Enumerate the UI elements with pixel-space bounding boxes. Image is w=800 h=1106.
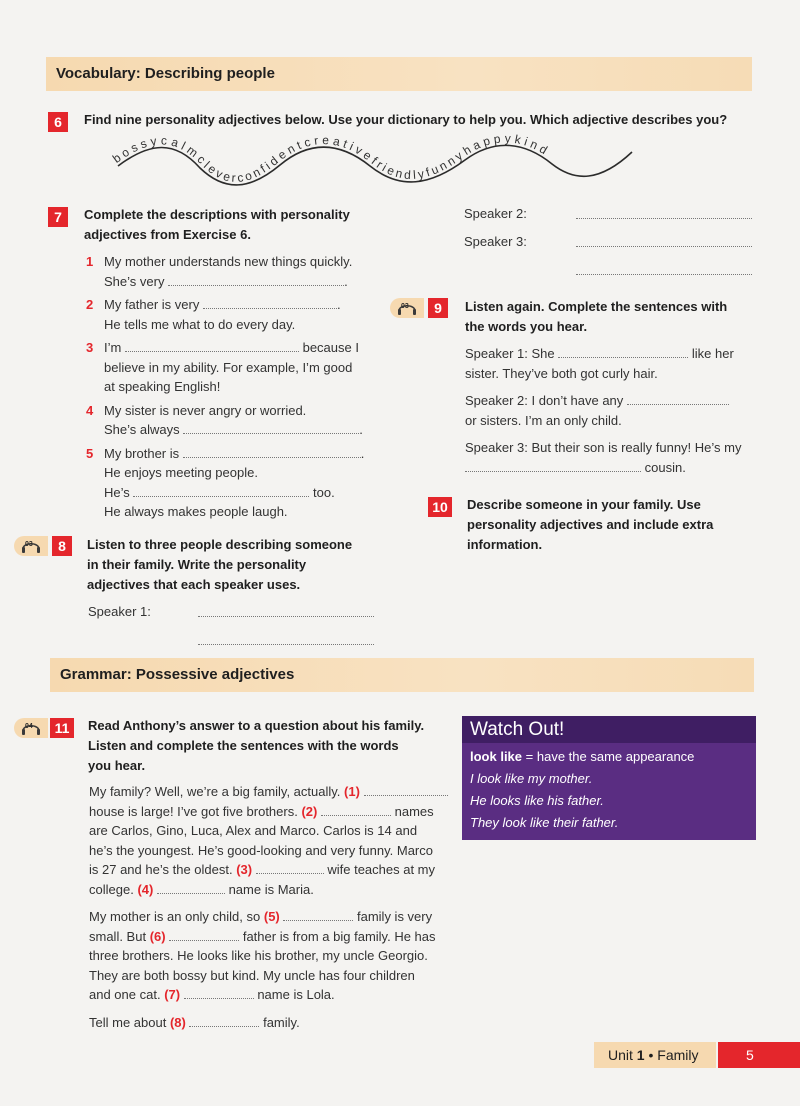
answer-gap[interactable] xyxy=(203,296,337,309)
exercise-9-instruction xyxy=(465,297,785,337)
instruction-line: Read Anthony’s answer to a question about his family. xyxy=(88,718,425,733)
instruction-line: Describe someone in your family. Use xyxy=(467,497,701,512)
item-4-line-2 xyxy=(86,420,386,440)
item-number: 4 xyxy=(86,402,94,418)
item-text: He always makes people laugh. xyxy=(104,504,288,519)
watch-out-box xyxy=(462,716,756,840)
item-text: believe in my ability. For example, I’m good xyxy=(104,359,353,375)
speaker-1-label: Speaker 1: xyxy=(88,604,151,619)
answer-gap[interactable] xyxy=(627,392,729,405)
exercise-11-text xyxy=(89,782,449,1032)
item-text: My mother understands new things quickly. xyxy=(104,254,353,269)
answer-gap[interactable] xyxy=(283,908,353,921)
sentence-3-line-2 xyxy=(465,458,765,478)
instruction-line: Listen again. Complete the sentences with xyxy=(465,299,728,314)
sentence-text: Speaker 3: But their son is really funny! He’s my xyxy=(465,440,742,455)
instruction-line: you hear. xyxy=(88,758,146,773)
speaker-1-answer-line-2[interactable] xyxy=(198,644,374,645)
item-number: 3 xyxy=(86,340,94,355)
item-text: . xyxy=(344,273,348,289)
exercise-10-number: 10 xyxy=(428,497,452,517)
sentence-1 xyxy=(465,344,765,364)
item-text: My brother is xyxy=(104,445,180,461)
instruction-line: personality adjectives and include extra xyxy=(467,517,714,532)
unit-title: Family xyxy=(657,1047,699,1063)
audio-track-number: 03 xyxy=(25,541,33,548)
answer-gap[interactable] xyxy=(256,861,324,874)
gap-number: (6) xyxy=(149,928,166,944)
item-text: . xyxy=(360,445,365,461)
svg-text:bossycalmcleverconfidentcreati xyxy=(110,131,550,185)
grammar-heading: Grammar: Possessive adjectives xyxy=(50,658,754,692)
gap-number: (4) xyxy=(137,881,154,897)
word-snake-text: bossycalmcleverconfidentcreativefriendlyfunnyhappykind xyxy=(109,131,551,185)
unit-number: 1 xyxy=(636,1047,645,1063)
instruction-line: adjectives from Exercise 6. xyxy=(84,227,251,242)
speaker-2-label: Speaker 2: xyxy=(464,206,527,221)
item-text: She’s very xyxy=(104,273,165,289)
text: college. xyxy=(89,881,134,897)
speaker-2-answer-line[interactable] xyxy=(576,218,752,219)
audio-track-number: 04 xyxy=(25,723,33,730)
item-text: . xyxy=(359,422,363,437)
exercise-7-instruction xyxy=(84,205,404,245)
audio-track-9[interactable] xyxy=(390,298,424,318)
exercise-11-number: 11 xyxy=(50,718,74,738)
sentence-text: Speaker 1: She xyxy=(465,346,555,361)
audio-track-number: 03 xyxy=(401,303,409,310)
gap-number: (1) xyxy=(344,784,360,799)
instruction-line: Listen and complete the sentences with the words xyxy=(88,738,399,753)
answer-gap[interactable] xyxy=(169,928,239,941)
item-text: My father is very xyxy=(104,297,200,312)
watch-out-body xyxy=(462,743,756,834)
sentence-text: or sisters. I’m an only child. xyxy=(465,412,622,428)
answer-gap[interactable] xyxy=(558,345,688,358)
gap-number: (3) xyxy=(236,862,253,877)
item-text: . xyxy=(336,297,341,312)
exercise-10-instruction xyxy=(467,495,767,555)
sentence-text: cousin. xyxy=(644,459,686,475)
watch-out-example: I look like my mother. xyxy=(470,771,593,786)
watch-out-term: look like xyxy=(470,749,523,764)
item-text: He tells me what to do every day. xyxy=(104,316,296,332)
text: names xyxy=(394,803,434,819)
gap-number: (2) xyxy=(301,803,318,819)
speaker-3-answer-line-2[interactable] xyxy=(576,274,752,275)
exercise-8-instruction xyxy=(87,535,407,595)
text: family is very xyxy=(357,909,433,924)
text: small. But xyxy=(89,928,147,944)
sentence-text: Speaker 2: I don’t have any xyxy=(465,393,624,408)
exercise-9-number: 9 xyxy=(428,298,448,318)
item-1-line-2 xyxy=(86,272,386,292)
answer-gap[interactable] xyxy=(168,273,344,286)
item-text: because I xyxy=(302,340,359,355)
audio-track-8[interactable] xyxy=(14,536,48,556)
exercise-7-number: 7 xyxy=(48,207,68,227)
item-text: too. xyxy=(313,484,335,500)
text: house is large! I’ve got five brothers. xyxy=(89,803,298,819)
exercise-7-items xyxy=(86,252,386,522)
footer-unit-label xyxy=(594,1042,716,1068)
paragraph-3 xyxy=(89,1013,449,1033)
instruction-line: adjectives that each speaker uses. xyxy=(87,577,301,592)
text: name is Lola. xyxy=(257,987,335,1002)
speaker-3-answer-line[interactable] xyxy=(576,246,752,247)
page-number: 5 xyxy=(718,1042,800,1068)
item-number: 1 xyxy=(86,254,94,269)
item-text: My sister is never angry or worried. xyxy=(104,402,307,418)
exercise-11-instruction xyxy=(88,716,448,776)
watch-out-title: Watch Out! xyxy=(462,716,756,743)
text: Tell me about xyxy=(89,1014,167,1030)
answer-gap[interactable] xyxy=(183,445,361,458)
exercise-8-number: 8 xyxy=(52,536,72,556)
text: is 27 and he’s the oldest. xyxy=(89,862,233,877)
answer-gap[interactable] xyxy=(125,339,299,352)
item-1 xyxy=(86,252,386,272)
answer-gap[interactable] xyxy=(133,484,309,497)
item-text: He’s xyxy=(104,484,130,500)
watch-out-example: They look like their father. xyxy=(470,815,619,830)
item-4 xyxy=(86,401,386,421)
item-number: 5 xyxy=(86,445,94,461)
text: and one cat. xyxy=(89,987,161,1002)
gap-number: (5) xyxy=(263,909,280,924)
paragraph-2 xyxy=(89,907,449,1005)
item-3 xyxy=(86,338,386,358)
paragraph-1 xyxy=(89,782,449,899)
item-number: 2 xyxy=(86,297,94,312)
answer-gap[interactable] xyxy=(364,783,448,796)
item-2 xyxy=(86,295,386,315)
answer-gap[interactable] xyxy=(184,986,254,999)
answer-gap[interactable] xyxy=(321,803,391,816)
vocabulary-heading: Vocabulary: Describing people xyxy=(46,57,752,91)
text: My family? Well, we’re a big family, actually. xyxy=(89,784,341,799)
exercise-6-number: 6 xyxy=(48,112,68,132)
item-text: at speaking English! xyxy=(104,379,221,394)
text: family. xyxy=(263,1014,300,1030)
instruction-line: Listen to three people describing someone xyxy=(87,537,353,552)
answer-gap[interactable] xyxy=(157,881,225,894)
text: he’s the youngest. He’s good-looking and very funny. Marco xyxy=(89,842,433,858)
gap-number: (7) xyxy=(164,987,181,1002)
footer-bullet: • xyxy=(648,1047,654,1063)
answer-gap[interactable] xyxy=(465,459,641,472)
text: My mother is an only child, so xyxy=(89,909,261,924)
speaker-3-label: Speaker 3: xyxy=(464,234,527,249)
exercise-6-instruction: Find nine personality adjectives below. Use your dictionary to help you. Which adjective describes you? xyxy=(84,112,728,127)
exercise-9-sentences xyxy=(465,344,765,477)
instruction-line: the words you hear. xyxy=(465,319,588,334)
item-5-line-3 xyxy=(86,483,386,503)
watch-out-example: He looks like his father. xyxy=(470,793,604,808)
answer-gap[interactable] xyxy=(189,1014,259,1027)
sentence-2 xyxy=(465,391,765,411)
text: They are both bossy but kind. My uncle has four children xyxy=(89,967,415,983)
text: father is from a big family. He has xyxy=(242,928,436,944)
text: name is Maria. xyxy=(228,881,314,897)
text: are Carlos, Gino, Luca, Alex and Marco. Carlos is 14 and xyxy=(89,823,418,838)
unit-label: Unit xyxy=(608,1047,633,1063)
audio-track-11[interactable] xyxy=(14,718,48,738)
answer-gap[interactable] xyxy=(183,421,359,434)
item-text: I’m xyxy=(104,340,122,355)
speaker-1-answer-line[interactable] xyxy=(198,616,374,617)
instruction-line: Complete the descriptions with personality xyxy=(84,207,350,222)
text: three brothers. He looks like his brother, my uncle Georgio. xyxy=(89,948,428,963)
sentence-text: like her xyxy=(691,346,734,361)
text: wife teaches at my xyxy=(327,862,436,877)
item-5 xyxy=(86,444,386,464)
item-text: He enjoys meeting people. xyxy=(104,465,258,480)
sentence-text: sister. They’ve both got curly hair. xyxy=(465,365,658,381)
gap-number: (8) xyxy=(169,1014,186,1030)
watch-out-definition: = have the same appearance xyxy=(525,749,695,764)
instruction-line: information. xyxy=(467,537,543,552)
instruction-line: in their family. Write the personality xyxy=(87,557,307,572)
item-text: She’s always xyxy=(104,422,180,437)
